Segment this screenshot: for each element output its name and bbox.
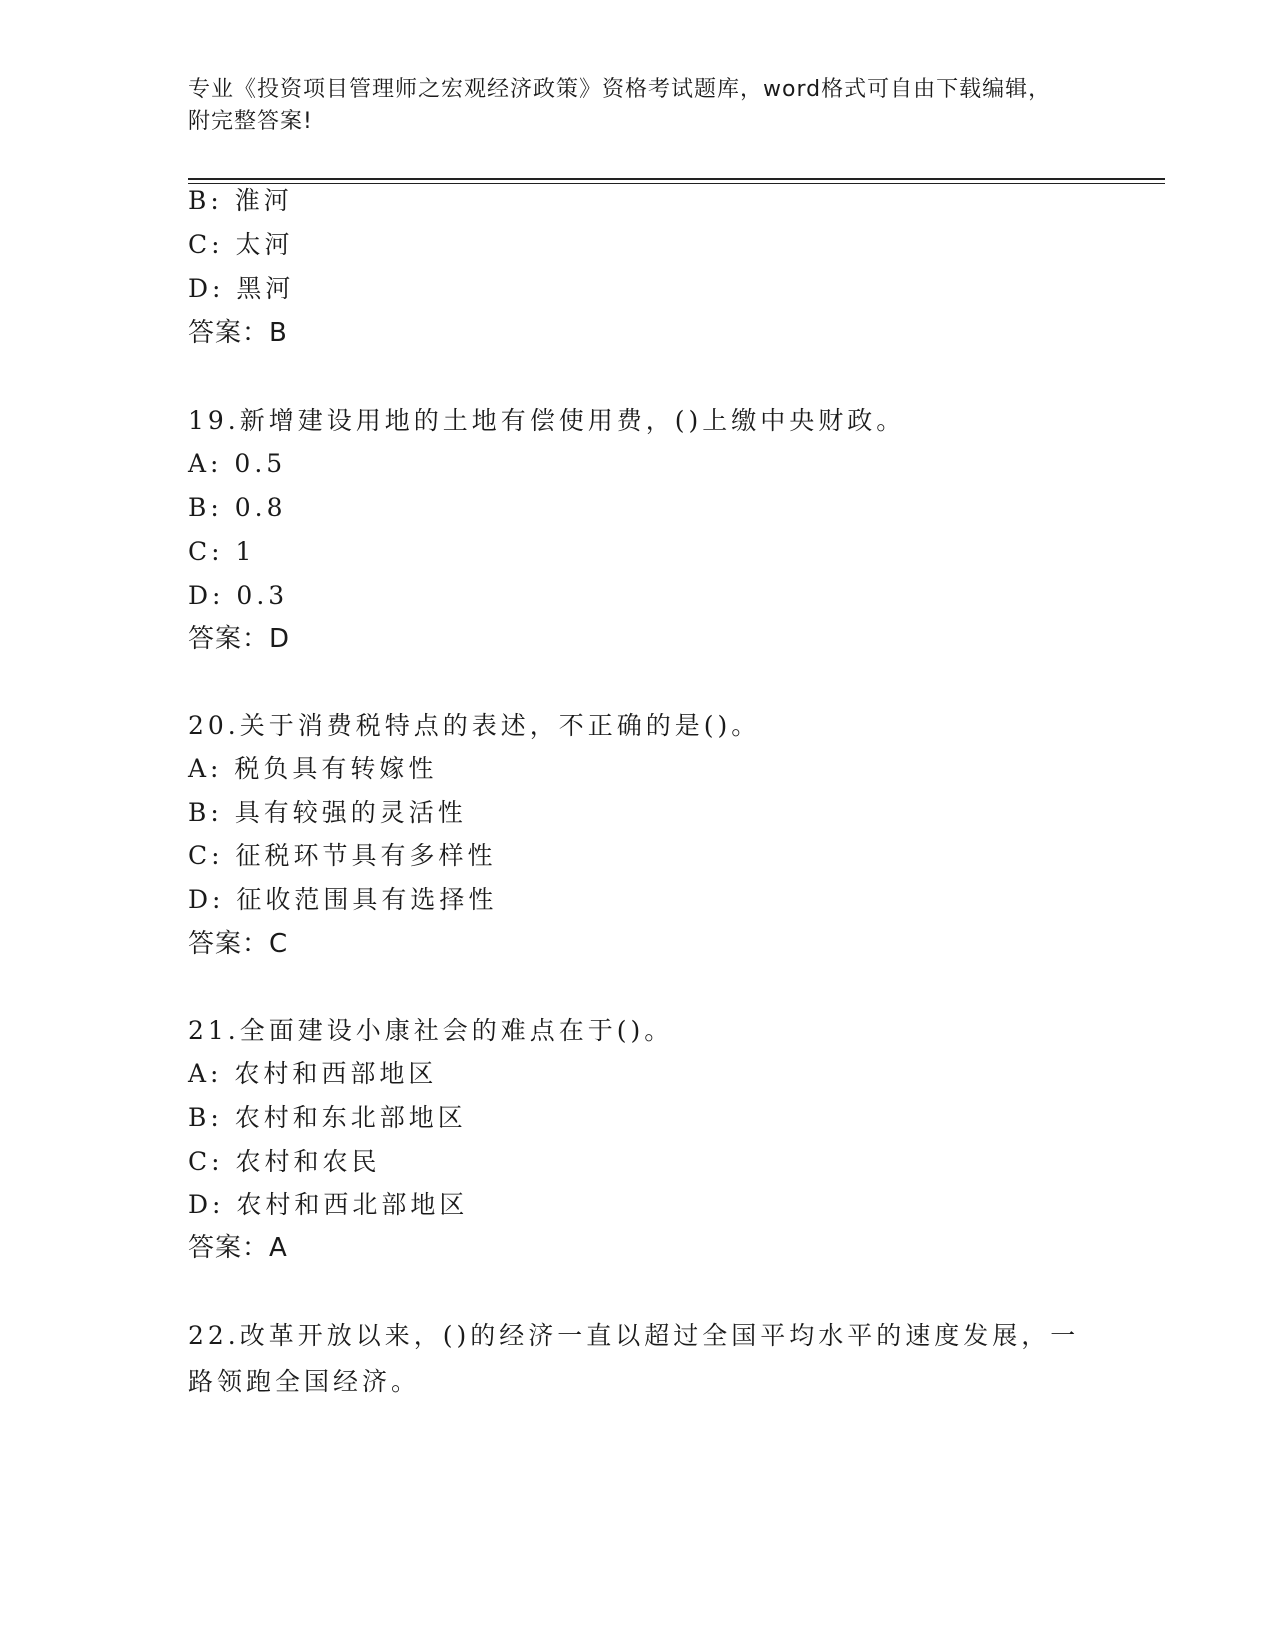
q20-option-d: D: 征收范围具有选择性 (188, 885, 498, 914)
q18-option-c: C: 太河 (188, 230, 294, 259)
q21-answer: 答案：A (188, 1233, 288, 1263)
q21-option-b: B: 农村和东北部地区 (188, 1103, 467, 1132)
q20-answer: 答案：C (188, 929, 289, 959)
q21-option-d: D: 农村和西北部地区 (188, 1190, 469, 1219)
q21-stem: 21.全面建设小康社会的难点在于()。 (188, 1016, 674, 1045)
q19-option-a: A: 0.5 (188, 449, 287, 478)
q18-answer: 答案：B (188, 318, 288, 348)
header-divider (188, 178, 1165, 180)
q19-answer: 答案：D (188, 624, 291, 654)
document-header: 专业《投资项目管理师之宏观经济政策》资格考试题库，word格式可自由下载编辑，附完整答案! (188, 77, 1052, 134)
q21-option-c: C: 农村和农民 (188, 1147, 381, 1176)
q20-option-a: A: 税负具有转嫁性 (188, 754, 438, 783)
q21-option-a: A: 农村和西部地区 (188, 1059, 438, 1088)
q19-option-b: B: 0.8 (188, 493, 287, 522)
q19-stem: 19.新增建设用地的土地有偿使用费，()上缴中央财政。 (188, 406, 906, 435)
q18-option-b: B: 淮河 (188, 186, 293, 215)
header-divider-thin (188, 183, 1165, 184)
q20-option-b: B: 具有较强的灵活性 (188, 798, 467, 827)
q20-stem: 20.关于消费税特点的表述，不正确的是()。 (188, 711, 761, 740)
q20-option-c: C: 征税环节具有多样性 (188, 841, 497, 870)
q19-option-c: C: 1 (188, 537, 256, 566)
q22-stem: 22.改革开放以来，()的经济一直以超过全国平均水平的速度发展，一路领跑全国经济。 (188, 1321, 1080, 1396)
q19-option-d: D: 0.3 (188, 581, 289, 610)
q18-option-d: D: 黑河 (188, 274, 295, 303)
